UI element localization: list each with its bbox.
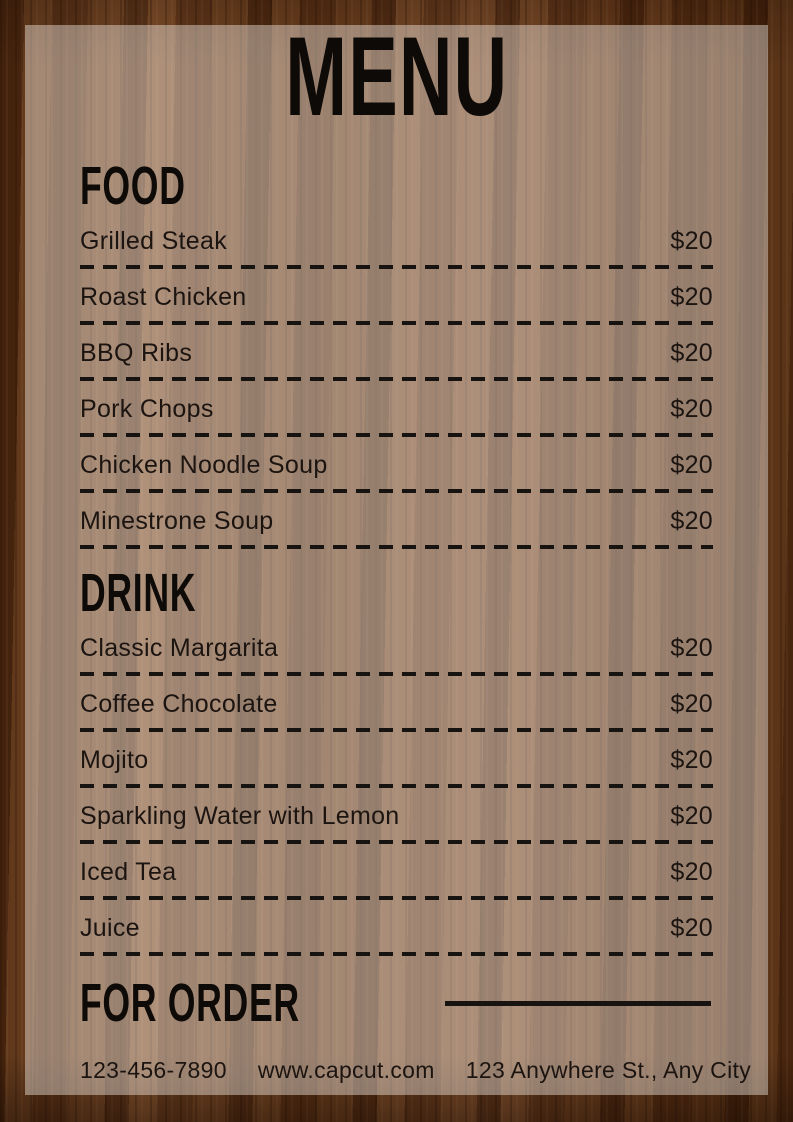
item-price: $20 — [670, 450, 713, 479]
dashed-divider — [80, 672, 713, 676]
item-name: Juice — [80, 913, 140, 942]
item-name: BBQ Ribs — [80, 338, 193, 367]
drink-heading-wrap — [80, 563, 713, 623]
dashed-divider — [80, 840, 713, 844]
menu-panel — [25, 14, 768, 1095]
item-name: Classic Margarita — [80, 633, 279, 662]
dashed-divider — [80, 377, 713, 381]
horizontal-rule — [445, 1001, 711, 1006]
for-order-heading: FOR ORDER — [80, 973, 300, 1033]
dashed-divider — [80, 489, 713, 493]
contact-row — [80, 1056, 751, 1084]
dashed-divider — [80, 433, 713, 437]
item-name: Pork Chops — [80, 394, 214, 423]
dashed-divider — [80, 784, 713, 788]
item-price: $20 — [670, 857, 713, 886]
item-price: $20 — [670, 689, 713, 718]
item-price: $20 — [670, 913, 713, 942]
menu-item-row — [80, 690, 713, 718]
phone-number: 123-456-7890 — [80, 1056, 227, 1083]
item-price: $20 — [670, 226, 713, 255]
section-food — [80, 156, 713, 549]
item-name: Mojito — [80, 745, 149, 774]
menu-item-row — [80, 858, 713, 886]
menu-item-row — [80, 746, 713, 774]
item-price: $20 — [670, 801, 713, 830]
for-order-row — [80, 973, 713, 1033]
item-name: Iced Tea — [80, 857, 177, 886]
menu-title-wrap — [80, 14, 713, 139]
item-name: Minestrone Soup — [80, 506, 274, 535]
menu-item-row — [80, 507, 713, 535]
item-name: Coffee Chocolate — [80, 689, 278, 718]
dashed-divider — [80, 728, 713, 732]
item-price: $20 — [670, 338, 713, 367]
dashed-divider — [80, 952, 713, 956]
item-price: $20 — [670, 394, 713, 423]
website-url: www.capcut.com — [257, 1056, 435, 1083]
item-price: $20 — [670, 282, 713, 311]
item-name: Chicken Noodle Soup — [80, 450, 328, 479]
dashed-divider — [80, 321, 713, 325]
menu-item-row — [80, 339, 713, 367]
item-price: $20 — [670, 745, 713, 774]
menu-item-row — [80, 802, 713, 830]
menu-title: MENU — [285, 14, 508, 139]
dashed-divider — [80, 545, 713, 549]
item-name: Roast Chicken — [80, 282, 247, 311]
item-price: $20 — [670, 633, 713, 662]
item-name: Sparkling Water with Lemon — [80, 801, 400, 830]
item-name: Grilled Steak — [80, 226, 228, 255]
menu-item-row — [80, 914, 713, 942]
menu-item-row — [80, 283, 713, 311]
item-price: $20 — [670, 506, 713, 535]
dashed-divider — [80, 265, 713, 269]
menu-item-row — [80, 451, 713, 479]
section-drink — [80, 563, 713, 956]
dashed-divider — [80, 896, 713, 900]
menu-item-row — [80, 227, 713, 255]
section-heading-drink: DRINK — [80, 563, 197, 623]
menu-item-row — [80, 634, 713, 662]
food-heading-wrap — [80, 156, 713, 216]
address: 123 Anywhere St., Any City — [465, 1056, 751, 1083]
section-heading-food: FOOD — [80, 156, 186, 216]
menu-item-row — [80, 395, 713, 423]
